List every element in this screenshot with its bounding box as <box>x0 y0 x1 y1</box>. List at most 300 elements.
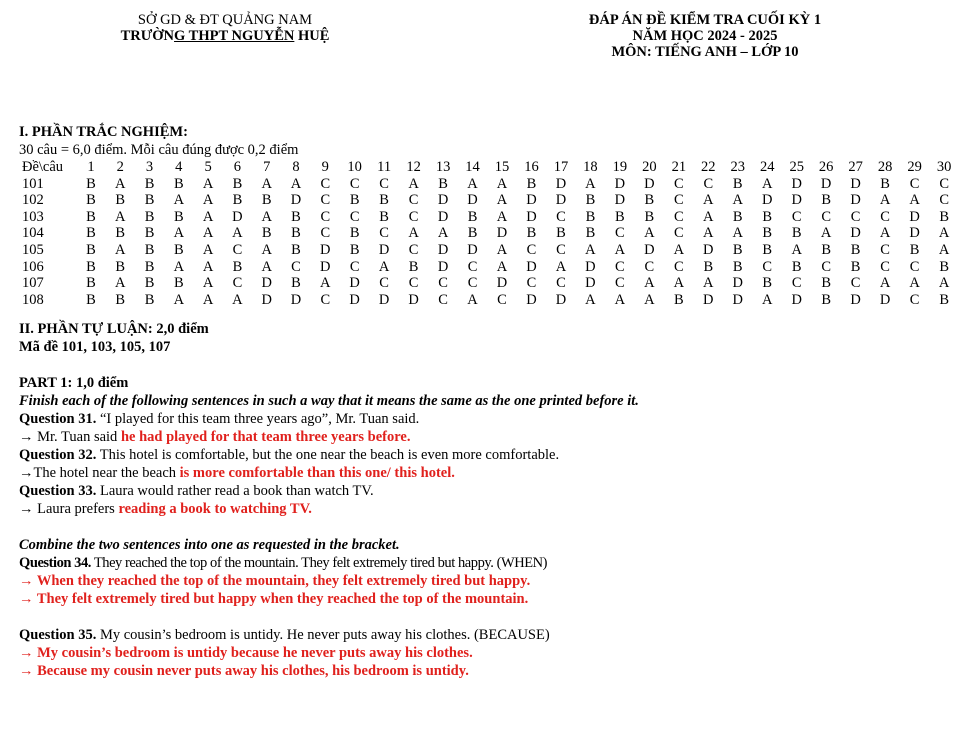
question-number: 24 <box>759 159 775 175</box>
answer-key-row <box>22 225 959 242</box>
answer-32: →The hotel near the beach is more comfortable than this one/ this hotel. <box>19 465 455 482</box>
answer-key-row <box>22 176 959 193</box>
answer-cell: C <box>320 225 331 242</box>
school-year: NĂM HỌC 2024 - 2025 <box>632 28 778 44</box>
answer-cell: B <box>379 208 389 225</box>
answer-cell: C <box>909 258 920 275</box>
answer-cell: C <box>791 208 802 225</box>
answer-cell: A <box>202 192 214 209</box>
question-number: 30 <box>936 159 952 175</box>
answer-cell: C <box>939 175 949 192</box>
answer-cell: D <box>378 241 390 258</box>
answer-cell: A <box>585 175 596 192</box>
answer-cell: A <box>496 241 508 258</box>
question-number: 10 <box>347 159 362 175</box>
answer-cell: D <box>614 192 626 209</box>
answer-cell: B <box>880 175 890 192</box>
answer-cell: D <box>909 225 920 242</box>
answer-cell: A <box>320 275 331 292</box>
answer-cell: D <box>349 291 360 308</box>
answer-34-option-2: → They felt extremely tired but happy when they reached the top of the mountain. <box>19 591 529 608</box>
question-31: Question 31. “I played for this team three years ago”, Mr. Tuan said. <box>19 411 420 428</box>
answer-cell: A <box>879 225 891 242</box>
answer-cell: A <box>290 175 302 192</box>
answer-cell: C <box>762 258 773 275</box>
answer-cell: B <box>144 275 155 292</box>
question-number: 2 <box>116 159 124 175</box>
answer-cell: B <box>173 275 184 292</box>
answer-cell: D <box>555 175 567 192</box>
sub1-instruction: Finish each of the following sentences in such a way that it means the same as the one printed before it. <box>19 393 639 410</box>
subject: MÔN: TIẾNG ANH – LỚP 10 <box>611 44 799 60</box>
answer-cell: B <box>673 291 684 308</box>
answer-cell: D <box>732 275 743 292</box>
answer-cell: C <box>497 291 507 308</box>
answer-cell: A <box>261 208 272 225</box>
answer-cell: D <box>644 241 655 258</box>
answer-cell: A <box>115 275 126 292</box>
answer-key-header-row <box>22 159 959 176</box>
answer-cell: D <box>555 192 567 209</box>
question-34: Question 34. They reached the top of the mountain. They felt extremely tired but happy. (WHEN) <box>19 555 548 572</box>
answer-cell: B <box>762 225 773 242</box>
answer-cell: C <box>556 241 566 258</box>
answer-cell: A <box>879 192 891 209</box>
answer-cell: A <box>879 275 891 292</box>
answer-cell: D <box>320 241 331 258</box>
answer-cell: A <box>555 258 567 275</box>
answer-cell: A <box>614 241 626 258</box>
question-number: 27 <box>848 159 863 175</box>
answer-cell: D <box>732 291 743 308</box>
answer-cell: D <box>290 192 302 209</box>
answer-cell: D <box>437 258 449 275</box>
answer-cell: B <box>732 208 743 225</box>
answer-cell: C <box>349 208 360 225</box>
question-33: Question 33. Laura would rather read a book than watch TV. <box>19 483 374 500</box>
question-number: 4 <box>175 159 183 175</box>
answer-cell: D <box>408 291 419 308</box>
answer-cell: C <box>880 208 890 225</box>
answer-cell: A <box>703 225 714 242</box>
answer-cell: B <box>939 258 949 275</box>
answer-cell: A <box>202 275 214 292</box>
answer-cell: C <box>408 208 419 225</box>
answer-cell: D <box>820 175 832 192</box>
answer-cell: B <box>821 241 831 258</box>
answer-cell: B <box>556 225 566 242</box>
answer-cell: A <box>232 225 243 242</box>
answer-cell: C <box>379 175 389 192</box>
answer-cell: A <box>467 291 478 308</box>
answer-cell: C <box>320 291 331 308</box>
answer-cell: B <box>86 225 96 242</box>
part2-title: II. PHẦN TỰ LUẬN: 2,0 điểm <box>19 321 209 338</box>
answer-cell: D <box>703 291 714 308</box>
answer-cell: D <box>791 175 802 192</box>
answer-31: → Mr. Tuan said he had played for that team three years before. <box>19 429 411 446</box>
answer-cell: C <box>320 192 331 209</box>
answer-cell: C <box>467 258 478 275</box>
question-number: 1 <box>87 159 95 175</box>
answer-cell: D <box>761 192 773 209</box>
answer-cell: D <box>467 241 478 258</box>
answer-cell: A <box>173 291 185 308</box>
answer-cell: B <box>408 258 419 275</box>
answer-cell: B <box>86 208 96 225</box>
answer-cell: D <box>526 258 537 275</box>
answer-cell: B <box>939 291 949 308</box>
question-number: 8 <box>292 159 300 175</box>
answer-cell: D <box>526 291 537 308</box>
document-body <box>19 123 959 680</box>
corner-label: Đề\câu <box>22 159 64 175</box>
answer-cell: A <box>614 291 626 308</box>
answer-cell: D <box>555 291 567 308</box>
answer-cell: B <box>821 275 831 292</box>
answer-cell: D <box>526 192 537 209</box>
answer-cell: C <box>349 175 360 192</box>
answer-cell: A <box>173 258 185 275</box>
answer-cell: A <box>437 225 449 242</box>
answer-cell: C <box>556 275 566 292</box>
answer-cell: C <box>673 208 684 225</box>
answer-cell: D <box>349 275 360 292</box>
answer-key-row <box>22 209 959 226</box>
answer-cell: A <box>732 192 743 209</box>
answer-cell: D <box>644 175 655 192</box>
answer-cell: D <box>909 208 920 225</box>
answer-cell: A <box>761 291 773 308</box>
answer-cell: A <box>261 258 272 275</box>
answer-cell: C <box>320 175 331 192</box>
answer-cell: C <box>850 275 861 292</box>
answer-cell: C <box>791 275 802 292</box>
header-left <box>60 12 390 44</box>
answer-cell: B <box>615 208 625 225</box>
answer-cell: C <box>644 258 655 275</box>
question-number: 12 <box>406 159 421 175</box>
sub2-instruction: Combine the two sentences into one as requested in the bracket. <box>19 537 400 554</box>
answer-cell: D <box>496 225 508 242</box>
answer-cell: D <box>585 258 596 275</box>
answer-cell: A <box>909 192 920 209</box>
answer-cell: D <box>791 291 802 308</box>
question-number: 22 <box>701 159 716 175</box>
answer-cell: B <box>526 225 537 242</box>
answer-cell: B <box>291 241 301 258</box>
answer-cell: B <box>467 208 478 225</box>
answer-cell: C <box>438 275 448 292</box>
answer-key-body <box>22 176 959 309</box>
answer-cell: B <box>115 291 126 308</box>
answer-cell: C <box>703 175 714 192</box>
answer-cell: B <box>821 192 831 209</box>
answer-cell: B <box>173 175 184 192</box>
answer-cell: C <box>320 208 331 225</box>
question-number: 23 <box>730 159 745 175</box>
answer-cell: C <box>379 225 389 242</box>
answer-cell: D <box>320 258 331 275</box>
answer-34-option-1: → When they reached the top of the mountain, they felt extremely tired but happy. <box>19 573 531 590</box>
answer-cell: D <box>437 208 449 225</box>
header-right <box>555 12 855 60</box>
answer-cell: C <box>821 258 831 275</box>
exam-code: 104 <box>22 225 44 242</box>
answer-cell: A <box>261 175 272 192</box>
answer-key-row <box>22 259 959 276</box>
answer-cell: A <box>202 208 214 225</box>
question-number: 9 <box>321 159 329 175</box>
answer-cell: C <box>349 258 360 275</box>
answer-cell: B <box>173 241 184 258</box>
answer-cell: C <box>821 208 831 225</box>
answer-cell: C <box>673 192 684 209</box>
answer-cell: A <box>496 208 508 225</box>
answer-cell: B <box>526 175 537 192</box>
answer-cell: C <box>408 275 419 292</box>
answer-cell: B <box>86 275 96 292</box>
part1-note: 30 câu = 6,0 điểm. Mỗi câu đúng được 0,2 điểm <box>19 142 299 158</box>
answer-cell: D <box>437 241 449 258</box>
answer-cell: A <box>644 275 655 292</box>
answer-cell: C <box>232 241 243 258</box>
question-number: 3 <box>145 159 154 175</box>
answer-cell: A <box>467 175 478 192</box>
answer-cell: B <box>821 291 831 308</box>
answer-cell: B <box>86 192 96 209</box>
answer-key-row <box>22 275 959 292</box>
answer-cell: D <box>437 192 449 209</box>
answer-cell: A <box>202 225 214 242</box>
answer-cell: C <box>467 275 478 292</box>
answer-cell: B <box>791 258 802 275</box>
exam-code: 108 <box>22 291 44 308</box>
answer-cell: B <box>732 175 743 192</box>
answer-cell: C <box>615 225 625 242</box>
answer-cell: A <box>496 258 508 275</box>
answer-cell: A <box>115 175 126 192</box>
answer-cell: A <box>938 225 950 242</box>
answer-cell: B <box>909 241 920 258</box>
answer-cell: D <box>850 192 861 209</box>
answer-cell: B <box>291 225 301 242</box>
answer-cell: A <box>408 175 419 192</box>
question-number: 20 <box>642 159 657 175</box>
answer-cell: B <box>349 192 360 209</box>
answer-cell: B <box>291 275 301 292</box>
answer-cell: C <box>909 291 920 308</box>
answer-cell: C <box>526 241 537 258</box>
answer-cell: B <box>644 192 655 209</box>
answer-cell: C <box>408 192 419 209</box>
answer-cell: C <box>556 208 566 225</box>
answer-cell: C <box>408 241 419 258</box>
school-name: TRƯỜNG THPT NGUYỄN HUỆ <box>120 28 330 44</box>
answer-cell: B <box>762 241 773 258</box>
answer-cell: D <box>232 208 243 225</box>
question-number: 19 <box>612 159 628 175</box>
answer-cell: B <box>585 225 596 242</box>
question-number: 21 <box>671 159 687 175</box>
answer-cell: C <box>673 175 684 192</box>
answer-cell: B <box>86 291 96 308</box>
answer-cell: A <box>644 225 655 242</box>
answer-cell: B <box>86 258 96 275</box>
question-number: 5 <box>204 159 212 175</box>
answer-cell: A <box>496 175 508 192</box>
answer-cell: B <box>144 291 155 308</box>
answer-cell: A <box>791 241 802 258</box>
exam-code: 103 <box>22 208 44 225</box>
question-number: 6 <box>233 159 242 175</box>
answer-33: → Laura prefers reading a book to watching TV. <box>19 501 312 518</box>
answer-cell: A <box>202 241 214 258</box>
answer-cell: C <box>850 208 861 225</box>
answer-cell: A <box>202 175 214 192</box>
question-number: 7 <box>263 159 271 175</box>
answer-cell: A <box>261 241 272 258</box>
question-number: 26 <box>818 159 834 175</box>
part1-title: I. PHẦN TRẮC NGHIỆM: <box>19 124 188 140</box>
exam-code: 106 <box>22 258 44 275</box>
answer-cell: B <box>232 175 243 192</box>
answer-cell: A <box>938 241 950 258</box>
answer-cell: D <box>703 241 714 258</box>
question-number: 16 <box>524 159 539 175</box>
answer-cell: B <box>379 192 389 209</box>
question-35: Question 35. My cousin’s bedroom is untidy. He never puts away his clothes. (BECAUSE) <box>19 627 550 644</box>
answer-cell: B <box>115 258 126 275</box>
department-name: SỞ GD & ĐT QUẢNG NAM <box>137 12 313 28</box>
answer-cell: B <box>115 225 126 242</box>
answer-cell: A <box>408 225 419 242</box>
answer-cell: B <box>585 192 596 209</box>
answer-cell: A <box>202 291 214 308</box>
answer-cell: C <box>291 258 301 275</box>
answer-cell: C <box>673 225 684 242</box>
part2-codes: Mã đề 101, 103, 105, 107 <box>19 339 171 356</box>
question-number: 18 <box>583 159 598 175</box>
answer-cell: D <box>467 192 478 209</box>
answer-cell: C <box>379 275 389 292</box>
answer-cell: D <box>261 275 272 292</box>
question-number: 17 <box>553 159 569 175</box>
answer-cell: B <box>291 208 301 225</box>
answer-cell: A <box>173 225 185 242</box>
answer-cell: C <box>880 258 890 275</box>
answer-cell: A <box>232 291 243 308</box>
answer-cell: A <box>703 192 714 209</box>
answer-cell: B <box>349 241 360 258</box>
answer-35-option-1: → My cousin’s bedroom is untidy because he never puts away his clothes. <box>19 645 473 662</box>
answer-cell: C <box>939 192 949 209</box>
answer-cell: A <box>585 241 596 258</box>
question-32: Question 32. This hotel is comfortable, but the one near the beach is even more comfortable. <box>19 447 560 464</box>
answer-key-row <box>22 192 959 209</box>
answer-cell: C <box>232 275 243 292</box>
sub1-title: PART 1: 1,0 điểm <box>19 375 129 392</box>
answer-cell: A <box>378 258 390 275</box>
answer-cell: C <box>438 291 448 308</box>
answer-cell: D <box>614 175 626 192</box>
answer-cell: D <box>850 225 861 242</box>
answer-cell: D <box>791 192 802 209</box>
answer-cell: A <box>673 275 685 292</box>
answer-cell: B <box>261 192 272 209</box>
answer-cell: A <box>703 275 714 292</box>
answer-cell: B <box>585 208 596 225</box>
exam-code: 107 <box>22 275 44 292</box>
answer-cell: D <box>850 175 861 192</box>
answer-cell: D <box>290 291 302 308</box>
answer-cell: C <box>615 258 625 275</box>
exam-code: 105 <box>22 241 44 258</box>
answer-cell: D <box>850 291 861 308</box>
answer-cell: B <box>850 258 861 275</box>
answer-cell: B <box>144 258 155 275</box>
answer-cell: B <box>467 225 478 242</box>
answer-cell: D <box>496 275 508 292</box>
answer-cell: A <box>703 208 714 225</box>
answer-cell: A <box>173 192 185 209</box>
answer-cell: A <box>644 291 655 308</box>
question-number: 11 <box>377 159 392 175</box>
exam-code: 101 <box>22 175 44 192</box>
answer-cell: A <box>585 291 596 308</box>
answer-cell: B <box>261 225 272 242</box>
answer-cell: D <box>378 291 390 308</box>
question-number: 14 <box>465 159 480 175</box>
answer-cell: B <box>144 208 155 225</box>
answer-cell: A <box>732 225 743 242</box>
question-number: 25 <box>789 159 804 175</box>
answer-cell: D <box>879 291 891 308</box>
answer-cell: B <box>732 258 743 275</box>
answer-cell: B <box>173 208 184 225</box>
answer-35-option-2: → Because my cousin never puts away his clothes, his bedroom is untidy. <box>19 663 469 680</box>
answer-cell: A <box>202 258 214 275</box>
answer-cell: B <box>144 175 155 192</box>
answer-cell: D <box>261 291 272 308</box>
answer-cell: B <box>232 192 243 209</box>
answer-cell: B <box>86 175 96 192</box>
answer-key-row <box>22 242 959 259</box>
answer-cell: B <box>86 241 96 258</box>
answer-cell: B <box>644 208 655 225</box>
answer-cell: A <box>820 225 832 242</box>
answer-cell: B <box>438 175 448 192</box>
question-number: 28 <box>877 159 893 175</box>
doc-title: ĐÁP ÁN ĐỀ KIỂM TRA CUỐI KỲ 1 <box>588 12 822 28</box>
exam-code: 102 <box>22 192 44 209</box>
answer-cell: D <box>526 208 537 225</box>
answer-cell: A <box>496 192 508 209</box>
answer-cell: A <box>115 241 126 258</box>
answer-cell: B <box>850 241 861 258</box>
answer-cell: B <box>939 208 949 225</box>
answer-cell: C <box>615 275 625 292</box>
answer-cell: A <box>673 241 685 258</box>
answer-cell: A <box>115 208 126 225</box>
answer-key-row <box>22 292 959 309</box>
question-number: 29 <box>907 159 922 175</box>
question-number: 13 <box>435 159 451 175</box>
answer-cell: B <box>762 208 773 225</box>
answer-cell: B <box>144 225 155 242</box>
answer-cell: A <box>938 275 950 292</box>
answer-cell: C <box>673 258 684 275</box>
